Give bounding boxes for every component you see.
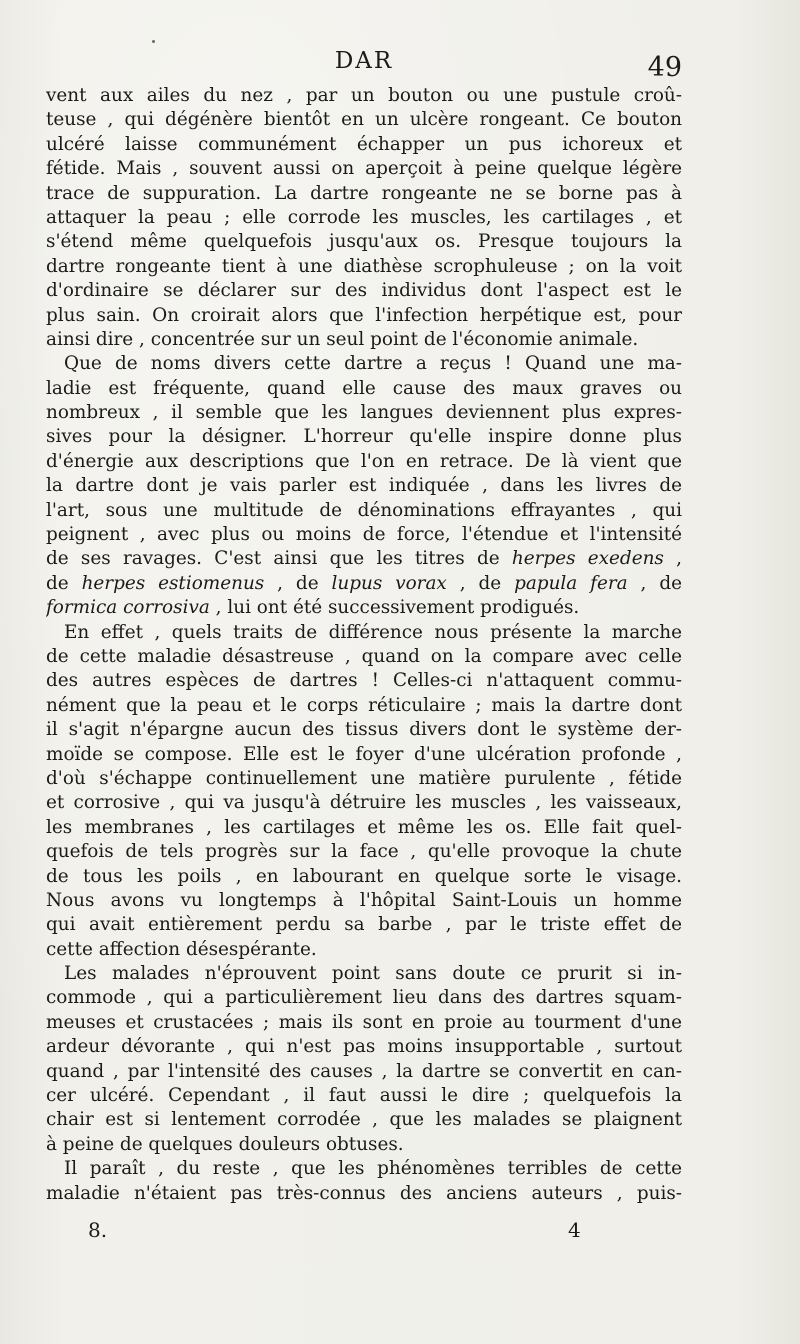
text-line: ainsi dire , concentrée sur un seul point de l'économie animale. xyxy=(46,328,639,350)
signature-mark-right: 4 xyxy=(568,1218,581,1242)
text-line: ladie est fréquente, quand elle cause des maux graves ou xyxy=(46,377,682,399)
text-line: d'énergie aux descriptions que l'on en retrace. De là vient que xyxy=(46,450,682,472)
text-line: vent aux ailes du nez , par un bouton ou une pustule croû- xyxy=(46,85,682,106)
text-line: teuse , qui dégénère bientôt en un ulcère rongeant. Ce bouton xyxy=(46,109,682,131)
text-line: sives pour la désigner. L'horreur qu'elle inspire donne plus xyxy=(46,426,682,448)
text-line: meuses et crustacées ; mais ils sont en proie au tourment d'une xyxy=(46,1011,682,1033)
body-text xyxy=(46,84,682,1206)
text-line: formica corrosiva , lui ont été successivement prodigués. xyxy=(46,597,580,619)
latin-term: formica corrosiva xyxy=(46,597,210,619)
text-line: l'art, sous une multitude de dénominations effrayantes , qui xyxy=(46,499,682,521)
latin-term: lupus vorax xyxy=(331,572,447,594)
text-line: il s'agit n'épargne aucun des tissus divers dont le système der- xyxy=(46,719,682,741)
text-line: attaquer la peau ; elle corrode les muscles, les cartilages , et xyxy=(46,206,682,228)
text-line: dartre rongeante tient à une diathèse scrophuleuse ; on la voit xyxy=(46,255,682,277)
text-line: Que de noms divers cette dartre a reçus ! Quand une ma- xyxy=(64,353,682,375)
text-line: des autres espèces de dartres ! Celles-ci n'attaquent commu- xyxy=(46,670,682,692)
text-line: nombreux , il semble que les langues deviennent plus expres- xyxy=(46,402,682,424)
text-line: de tous les poils , en labourant en quelque sorte le visage. xyxy=(46,865,682,887)
text-line: ulcéré laisse communément échapper un pus ichoreux et xyxy=(46,133,682,155)
text-line: trace de suppuration. La dartre rongeante ne se borne pas à xyxy=(46,182,682,204)
text-line: fétide. Mais , souvent aussi on aperçoit à peine quelque légère xyxy=(46,158,682,180)
signature-mark-left: 8. xyxy=(88,1218,108,1242)
text-line: et corrosive , qui va jusqu'à détruire les muscles , les vaisseaux, xyxy=(46,792,682,814)
text-line: maladie n'étaient pas très-connus des anciens auteurs , puis- xyxy=(46,1182,682,1204)
text-line: s'étend même quelquefois jusqu'aux os. Presque toujours la xyxy=(46,231,682,253)
paper-speck xyxy=(152,40,155,43)
text-line: de cette maladie désastreuse , quand on la compare avec celle xyxy=(46,645,682,667)
text-line: commode , qui a particulièrement lieu dans des dartres squam- xyxy=(46,987,682,1009)
page-number: 49 xyxy=(647,52,682,83)
text-line: qui avait entièrement perdu sa barbe , par le triste effet de xyxy=(46,914,682,936)
text-line: Les malades n'éprouvent point sans doute ce prurit si in- xyxy=(64,963,682,985)
text-line: chair est si lentement corrodée , que les malades se plaignent xyxy=(46,1109,682,1131)
text-line: quand , par l'intensité des causes , la dartre se convertit en can- xyxy=(46,1060,682,1082)
text-line: les membranes , les cartilages et même les os. Elle fait quel- xyxy=(46,816,682,838)
text-line: à peine de quelques douleurs obtuses. xyxy=(46,1133,404,1155)
latin-term: papula fera xyxy=(514,572,628,594)
text-line: moïde se compose. Elle est le foyer d'une ulcération profonde , xyxy=(46,743,682,765)
latin-term: herpes estiomenus xyxy=(81,572,265,594)
text-line: de herpes estiomenus , de lupus vorax , de papula fera , de xyxy=(46,572,682,594)
running-head xyxy=(46,48,682,84)
running-head-title: DAR xyxy=(334,48,394,74)
text-line: cer ulcéré. Cependant , il faut aussi le dire ; quelquefois la xyxy=(46,1085,682,1107)
text-line: de ses ravages. C'est ainsi que les titres de herpes exedens , xyxy=(46,548,682,570)
page-footer xyxy=(46,1218,682,1248)
text-line: Il paraît , du reste , que les phénomènes terribles de cette xyxy=(64,1158,682,1180)
text-line: peignent , avec plus ou moins de force, l'étendue et l'intensité xyxy=(46,524,682,546)
latin-term: herpes exedens xyxy=(511,548,664,570)
text-line: d'où s'échappe continuellement une matière purulente , fétide xyxy=(46,767,682,789)
text-line: plus sain. On croirait alors que l'infection herpétique est, pour xyxy=(46,304,682,326)
text-line: En effet , quels traits de différence nous présente la marche xyxy=(64,621,682,643)
text-line: Nous avons vu longtemps à l'hôpital Saint-Louis un homme xyxy=(46,889,682,911)
text-line: ardeur dévorante , qui n'est pas moins insupportable , surtout xyxy=(46,1036,682,1058)
text-line: nément que la peau et le corps réticulaire ; mais la dartre dont xyxy=(46,694,682,716)
text-line: cette affection désespérante. xyxy=(46,938,317,960)
text-line: quefois de tels progrès sur la face , qu'elle provoque la chute xyxy=(46,841,682,863)
text-line: d'ordinaire se déclarer sur des individus dont l'aspect est le xyxy=(46,280,682,302)
text-line: la dartre dont je vais parler est indiquée , dans les livres de xyxy=(46,475,682,497)
